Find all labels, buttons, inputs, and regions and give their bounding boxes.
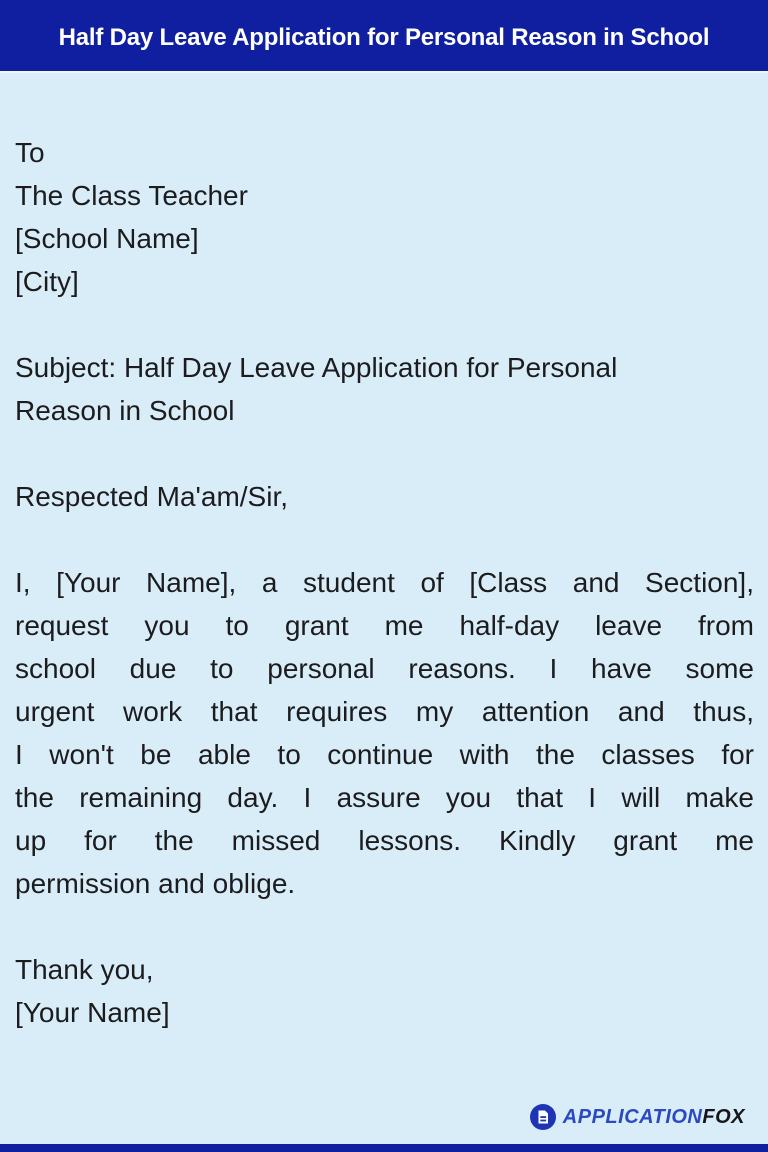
salutation: [15, 475, 754, 518]
address-line: [School Name]: [15, 223, 199, 254]
brand-logo: [530, 1104, 745, 1130]
subject-line: Reason in School: [15, 395, 235, 426]
body-paragraph: [15, 561, 754, 905]
closing-block: [15, 948, 754, 1034]
brand-text-fox: FOX: [702, 1105, 745, 1128]
subject-line: Subject: Half Day Leave Application for Personal: [15, 352, 618, 383]
paragraph-line: up for the missed lessons. Kindly grant me: [15, 825, 754, 856]
page-title: Half Day Leave Application for Personal Reason in School: [58, 23, 710, 51]
paragraph-line: permission and oblige.: [15, 868, 296, 899]
bottom-accent-bar: [0, 1144, 768, 1152]
paragraph-line: the remaining day. I assure you that I will make: [15, 782, 754, 813]
address-block: [15, 131, 754, 303]
title-banner: [0, 0, 768, 73]
paragraph-line: I won't be able to continue with the classes for: [15, 739, 754, 770]
closing-line: Thank you,: [15, 954, 154, 985]
salutation-line: Respected Ma'am/Sir,: [15, 481, 289, 512]
brand-wordmark: [563, 1106, 745, 1129]
address-line: To: [15, 137, 45, 168]
paragraph-line: I, [Your Name], a student of [Class and Section],: [15, 567, 754, 598]
letter-body: [0, 73, 768, 1034]
address-line: The Class Teacher: [15, 180, 248, 211]
subject-block: [15, 346, 754, 432]
closing-line: [Your Name]: [15, 997, 170, 1028]
paragraph-line: school due to personal reasons. I have some: [15, 653, 754, 684]
brand-text-application: APPLICATION: [562, 1105, 703, 1128]
address-line: [City]: [15, 266, 79, 297]
paragraph-line: request you to grant me half-day leave from: [15, 610, 754, 641]
paragraph-line: urgent work that requires my attention and thus,: [15, 696, 754, 727]
document-icon: [530, 1104, 556, 1130]
